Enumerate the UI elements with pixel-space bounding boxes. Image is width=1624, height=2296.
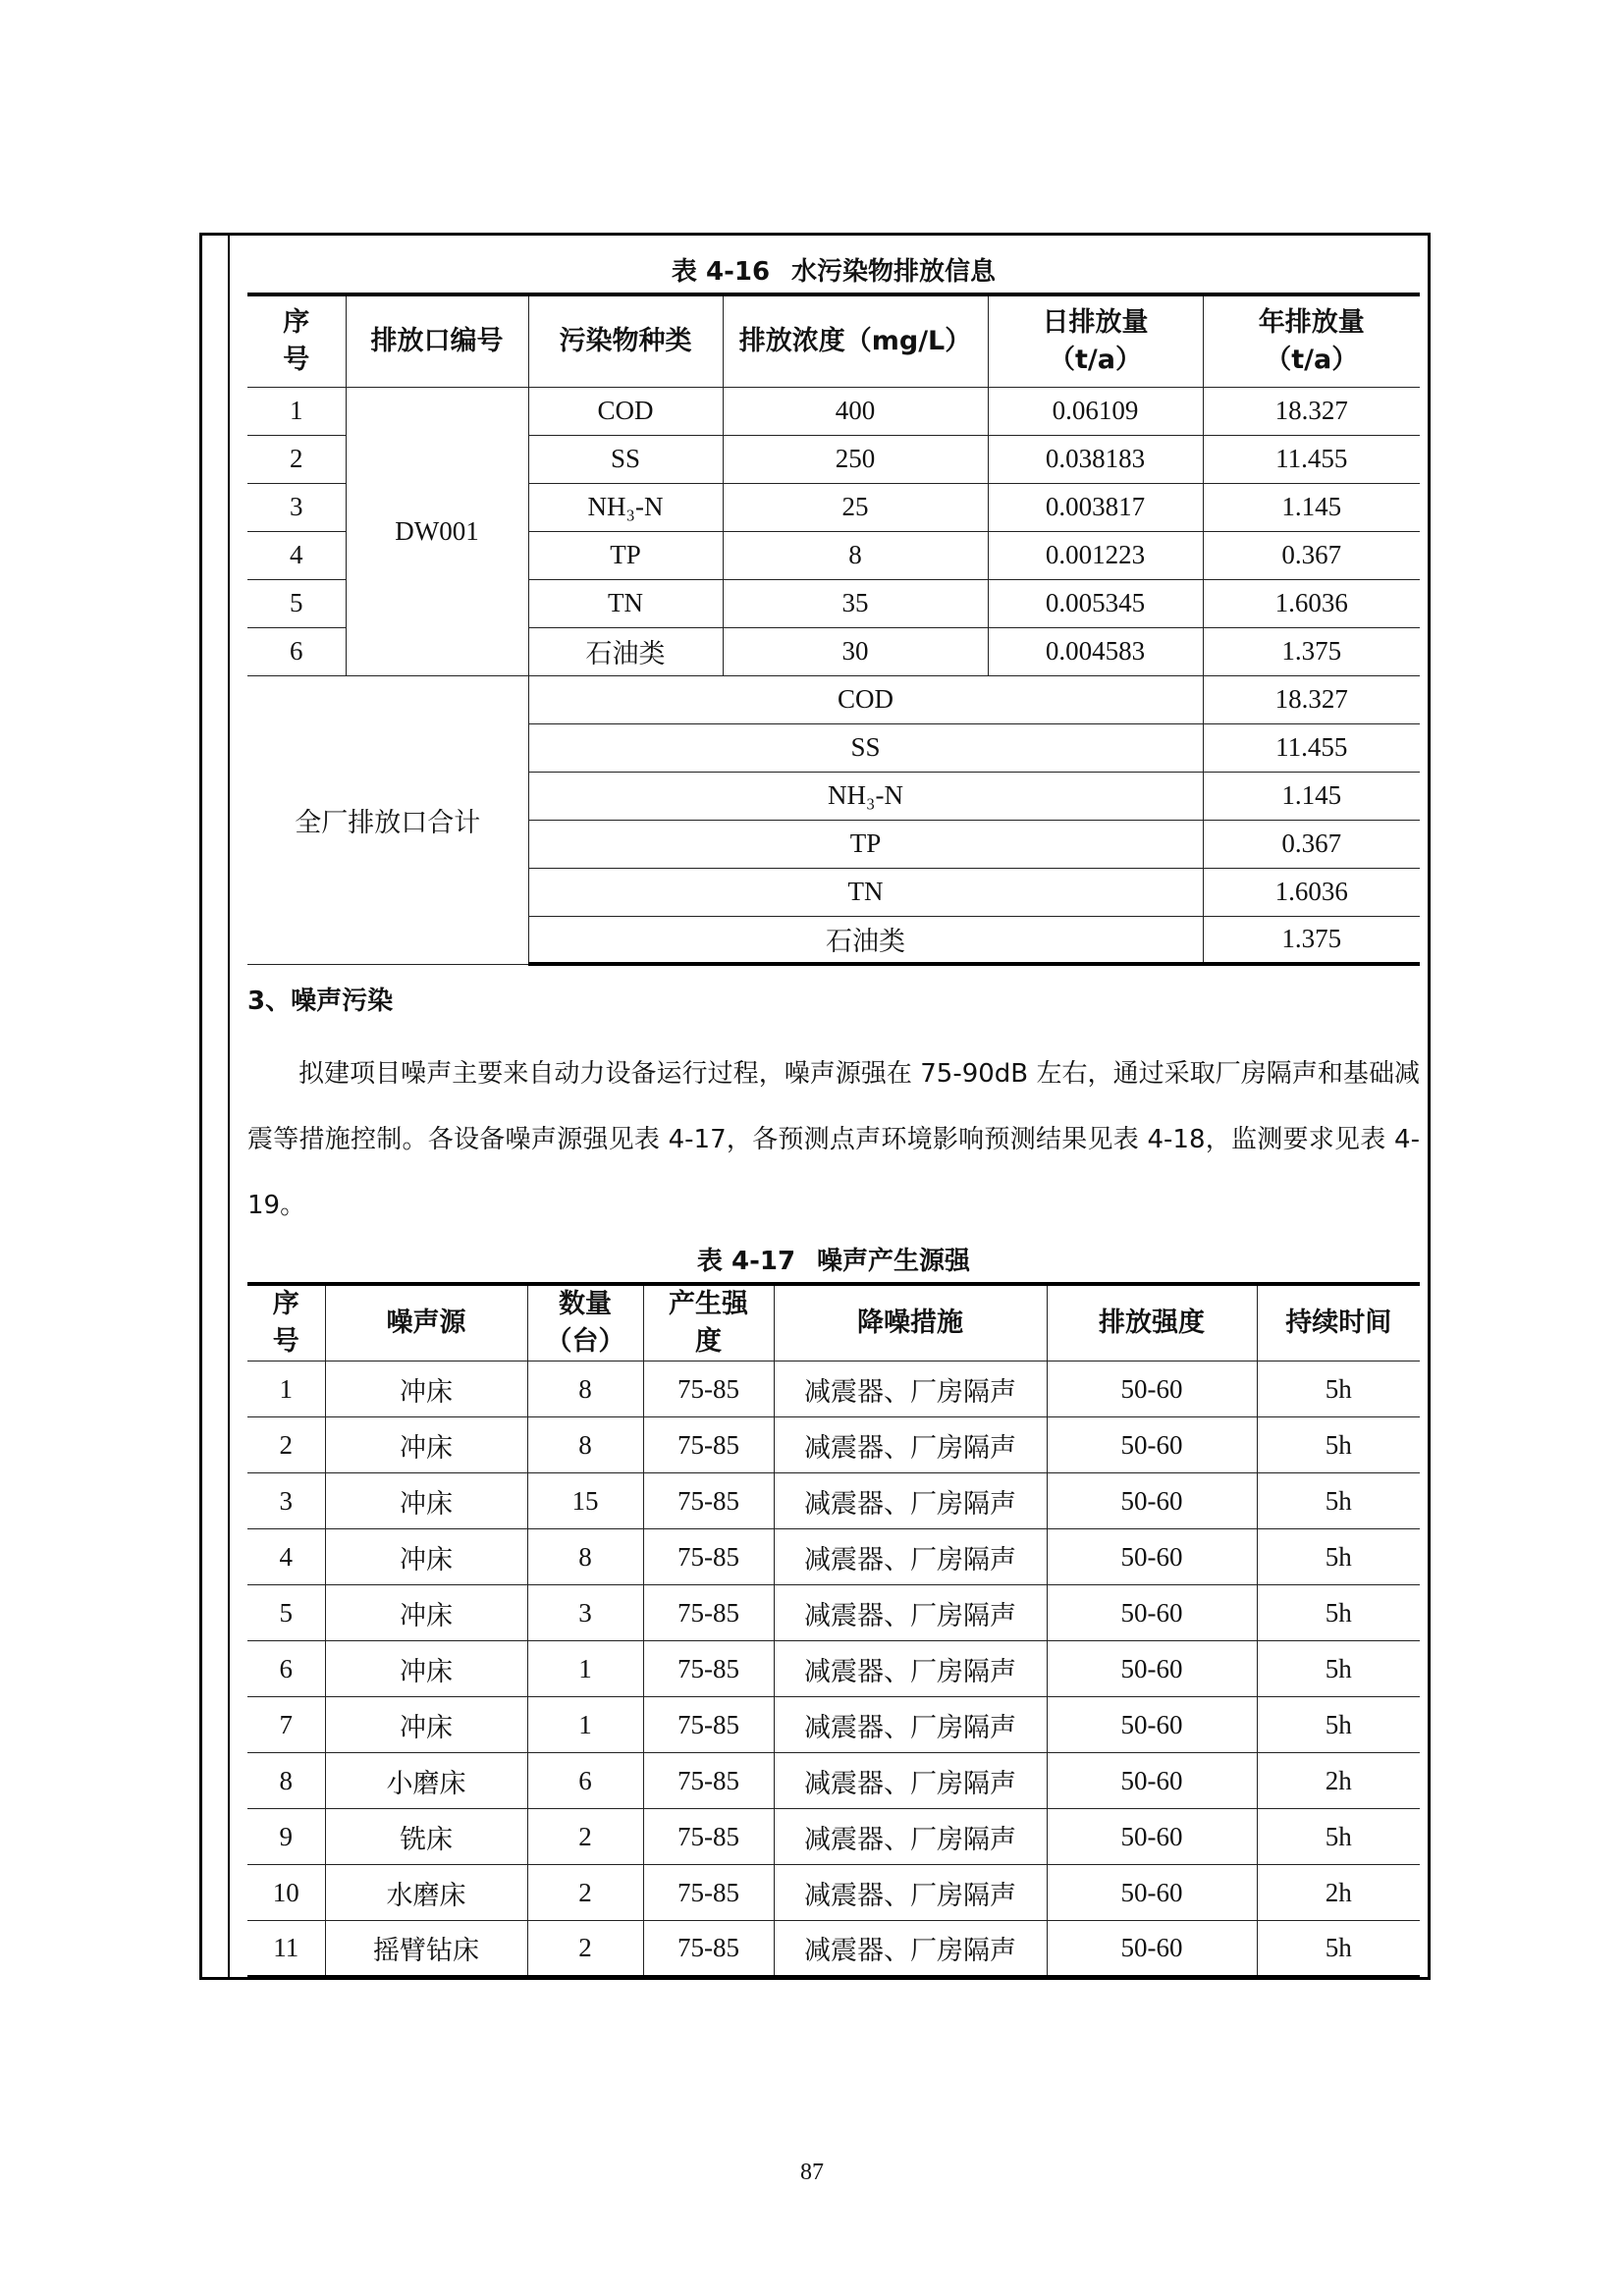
- cell-annual: 1.6036: [1203, 579, 1420, 627]
- cell-level: 75-85: [643, 1585, 774, 1641]
- cell-qty: 2: [527, 1921, 643, 1977]
- cell-duration: 5h: [1257, 1417, 1420, 1473]
- cell-seq: 6: [247, 627, 346, 675]
- cell-duration: 2h: [1257, 1865, 1420, 1921]
- table-number: 表 4-17: [696, 1247, 796, 1276]
- cell-measure: 减震器、厂房隔声: [774, 1473, 1047, 1529]
- cell-source: 摇臂钻床: [325, 1921, 527, 1977]
- cell-measure: 减震器、厂房隔声: [774, 1641, 1047, 1697]
- cell-conc: 30: [723, 627, 988, 675]
- table-row: [247, 1753, 1420, 1809]
- cell-measure: 减震器、厂房隔声: [774, 1585, 1047, 1641]
- table-4-17-caption: [247, 1245, 1420, 1278]
- cell-seq: 2: [247, 435, 346, 483]
- cell-qty: 8: [527, 1362, 643, 1417]
- cell-level: 75-85: [643, 1529, 774, 1585]
- total-label: 全厂排放口合计: [247, 675, 528, 964]
- table-row: [247, 1529, 1420, 1585]
- header-seq: 序号: [247, 1284, 325, 1362]
- cell-measure: 减震器、厂房隔声: [774, 1809, 1047, 1865]
- header-measure: 降噪措施: [774, 1284, 1047, 1362]
- cell-level: 75-85: [643, 1753, 774, 1809]
- cell-measure: 减震器、厂房隔声: [774, 1417, 1047, 1473]
- table-4-16-caption: [247, 255, 1420, 289]
- table-title: 水污染物排放信息: [791, 257, 997, 287]
- header-seq: 序号: [247, 294, 346, 387]
- cell-seq: 4: [247, 1529, 325, 1585]
- total-annual: 1.6036: [1203, 868, 1420, 916]
- cell-duration: 5h: [1257, 1921, 1420, 1977]
- cell-duration: 5h: [1257, 1809, 1420, 1865]
- table-row: [247, 1697, 1420, 1753]
- total-pollutant: 石油类: [528, 916, 1203, 964]
- cell-daily: 0.004583: [988, 627, 1203, 675]
- total-annual: 11.455: [1203, 723, 1420, 772]
- table-row: [247, 387, 1420, 435]
- cell-qty: 2: [527, 1809, 643, 1865]
- header-daily: 日排放量（t/a）: [988, 294, 1203, 387]
- cell-level: 75-85: [643, 1641, 774, 1697]
- header-conc: 排放浓度（mg/L）: [723, 294, 988, 387]
- cell-seq: 9: [247, 1809, 325, 1865]
- total-annual: 0.367: [1203, 820, 1420, 868]
- cell-seq: 5: [247, 579, 346, 627]
- cell-daily: 0.003817: [988, 483, 1203, 531]
- cell-level: 75-85: [643, 1865, 774, 1921]
- noise-source-table: [247, 1282, 1420, 1979]
- cell-measure: 减震器、厂房隔声: [774, 1921, 1047, 1977]
- table-row: [247, 1921, 1420, 1977]
- cell-source: 冲床: [325, 1697, 527, 1753]
- table-row: [247, 1417, 1420, 1473]
- cell-seq: 3: [247, 1473, 325, 1529]
- cell-level: 75-85: [643, 1417, 774, 1473]
- cell-source: 冲床: [325, 1417, 527, 1473]
- cell-level: 75-85: [643, 1697, 774, 1753]
- header-annual: 年排放量（t/a）: [1203, 294, 1420, 387]
- cell-seq: 2: [247, 1417, 325, 1473]
- cell-annual: 0.367: [1203, 531, 1420, 579]
- cell-pollutant: SS: [528, 435, 723, 483]
- cell-level: 75-85: [643, 1809, 774, 1865]
- cell-qty: 1: [527, 1697, 643, 1753]
- cell-measure: 减震器、厂房隔声: [774, 1362, 1047, 1417]
- cell-duration: 5h: [1257, 1641, 1420, 1697]
- cell-seq: 4: [247, 531, 346, 579]
- cell-conc: 400: [723, 387, 988, 435]
- cell-seq: 3: [247, 483, 346, 531]
- cell-emission: 50-60: [1047, 1753, 1257, 1809]
- cell-daily: 0.005345: [988, 579, 1203, 627]
- total-pollutant: NH₃-N: [528, 772, 1203, 820]
- cell-source: 冲床: [325, 1641, 527, 1697]
- section-heading: 3、噪声污染: [247, 987, 394, 1016]
- cell-seq: 11: [247, 1921, 325, 1977]
- cell-emission: 50-60: [1047, 1473, 1257, 1529]
- header-pollutant: 污染物种类: [528, 294, 723, 387]
- total-pollutant: SS: [528, 723, 1203, 772]
- cell-level: 75-85: [643, 1473, 774, 1529]
- cell-source: 冲床: [325, 1473, 527, 1529]
- cell-seq: 6: [247, 1641, 325, 1697]
- cell-level: 75-85: [643, 1362, 774, 1417]
- cell-annual: 1.375: [1203, 627, 1420, 675]
- cell-duration: 5h: [1257, 1585, 1420, 1641]
- header-emission: 排放强度: [1047, 1284, 1257, 1362]
- cell-seq: 1: [247, 387, 346, 435]
- cell-seq: 8: [247, 1753, 325, 1809]
- cell-qty: 1: [527, 1641, 643, 1697]
- table-header-row: [247, 294, 1420, 387]
- cell-conc: 25: [723, 483, 988, 531]
- cell-measure: 减震器、厂房隔声: [774, 1697, 1047, 1753]
- cell-duration: 5h: [1257, 1697, 1420, 1753]
- cell-qty: 6: [527, 1753, 643, 1809]
- cell-measure: 减震器、厂房隔声: [774, 1865, 1047, 1921]
- cell-source: 冲床: [325, 1585, 527, 1641]
- cell-duration: 2h: [1257, 1753, 1420, 1809]
- cell-conc: 35: [723, 579, 988, 627]
- margin-rule: [228, 236, 230, 1977]
- cell-emission: 50-60: [1047, 1809, 1257, 1865]
- cell-source: 铣床: [325, 1809, 527, 1865]
- cell-qty: 8: [527, 1417, 643, 1473]
- cell-source: 冲床: [325, 1529, 527, 1585]
- table-header-row: [247, 1284, 1420, 1362]
- cell-qty: 15: [527, 1473, 643, 1529]
- cell-conc: 250: [723, 435, 988, 483]
- cell-source: 冲床: [325, 1362, 527, 1417]
- cell-daily: 0.001223: [988, 531, 1203, 579]
- total-pollutant: TP: [528, 820, 1203, 868]
- cell-source: 小磨床: [325, 1753, 527, 1809]
- table-row: [247, 1641, 1420, 1697]
- cell-source: 水磨床: [325, 1865, 527, 1921]
- cell-pollutant: NH₃-N: [528, 483, 723, 531]
- table-row: [247, 1809, 1420, 1865]
- water-pollutant-table: [247, 293, 1420, 966]
- total-pollutant: COD: [528, 675, 1203, 723]
- table-row: [247, 1473, 1420, 1529]
- cell-qty: 3: [527, 1585, 643, 1641]
- total-row: [247, 675, 1420, 723]
- cell-emission: 50-60: [1047, 1585, 1257, 1641]
- header-qty: 数量（台）: [527, 1284, 643, 1362]
- cell-duration: 5h: [1257, 1473, 1420, 1529]
- cell-pollutant: 石油类: [528, 627, 723, 675]
- cell-emission: 50-60: [1047, 1641, 1257, 1697]
- cell-duration: 5h: [1257, 1362, 1420, 1417]
- cell-emission: 50-60: [1047, 1921, 1257, 1977]
- total-annual: 1.145: [1203, 772, 1420, 820]
- total-pollutant: TN: [528, 868, 1203, 916]
- cell-seq: 1: [247, 1362, 325, 1417]
- header-duration: 持续时间: [1257, 1284, 1420, 1362]
- cell-emission: 50-60: [1047, 1865, 1257, 1921]
- total-annual: 1.375: [1203, 916, 1420, 964]
- cell-annual: 1.145: [1203, 483, 1420, 531]
- cell-emission: 50-60: [1047, 1417, 1257, 1473]
- cell-pollutant: TP: [528, 531, 723, 579]
- cell-annual: 18.327: [1203, 387, 1420, 435]
- cell-duration: 5h: [1257, 1529, 1420, 1585]
- cell-seq: 7: [247, 1697, 325, 1753]
- section-paragraph: 拟建项目噪声主要来自动力设备运行过程，噪声源强在 75-90dB 左右，通过采取厂房隔声和基础减震等措施控制。各设备噪声源强见表 4-17，各预测点声环境影响预测结果见表 4-18，监测要求见表 4-19。: [247, 1059, 1420, 1220]
- cell-emission: 50-60: [1047, 1362, 1257, 1417]
- cell-emission: 50-60: [1047, 1529, 1257, 1585]
- cell-level: 75-85: [643, 1921, 774, 1977]
- cell-emission: 50-60: [1047, 1697, 1257, 1753]
- header-level: 产生强度: [643, 1284, 774, 1362]
- cell-pollutant: COD: [528, 387, 723, 435]
- header-source: 噪声源: [325, 1284, 527, 1362]
- cell-seq: 10: [247, 1865, 325, 1921]
- cell-measure: 减震器、厂房隔声: [774, 1529, 1047, 1585]
- cell-outlet-id: DW001: [346, 387, 528, 675]
- cell-qty: 8: [527, 1529, 643, 1585]
- table-number: 表 4-16: [671, 257, 771, 287]
- total-annual: 18.327: [1203, 675, 1420, 723]
- cell-conc: 8: [723, 531, 988, 579]
- table-row: [247, 1585, 1420, 1641]
- cell-daily: 0.038183: [988, 435, 1203, 483]
- cell-seq: 5: [247, 1585, 325, 1641]
- cell-measure: 减震器、厂房隔声: [774, 1753, 1047, 1809]
- table-title: 噪声产生源强: [817, 1247, 971, 1276]
- table-row: [247, 1865, 1420, 1921]
- header-outlet: 排放口编号: [346, 294, 528, 387]
- cell-daily: 0.06109: [988, 387, 1203, 435]
- cell-qty: 2: [527, 1865, 643, 1921]
- cell-annual: 11.455: [1203, 435, 1420, 483]
- page-number: 87: [800, 2160, 824, 2185]
- table-row: [247, 1362, 1420, 1417]
- cell-pollutant: TN: [528, 579, 723, 627]
